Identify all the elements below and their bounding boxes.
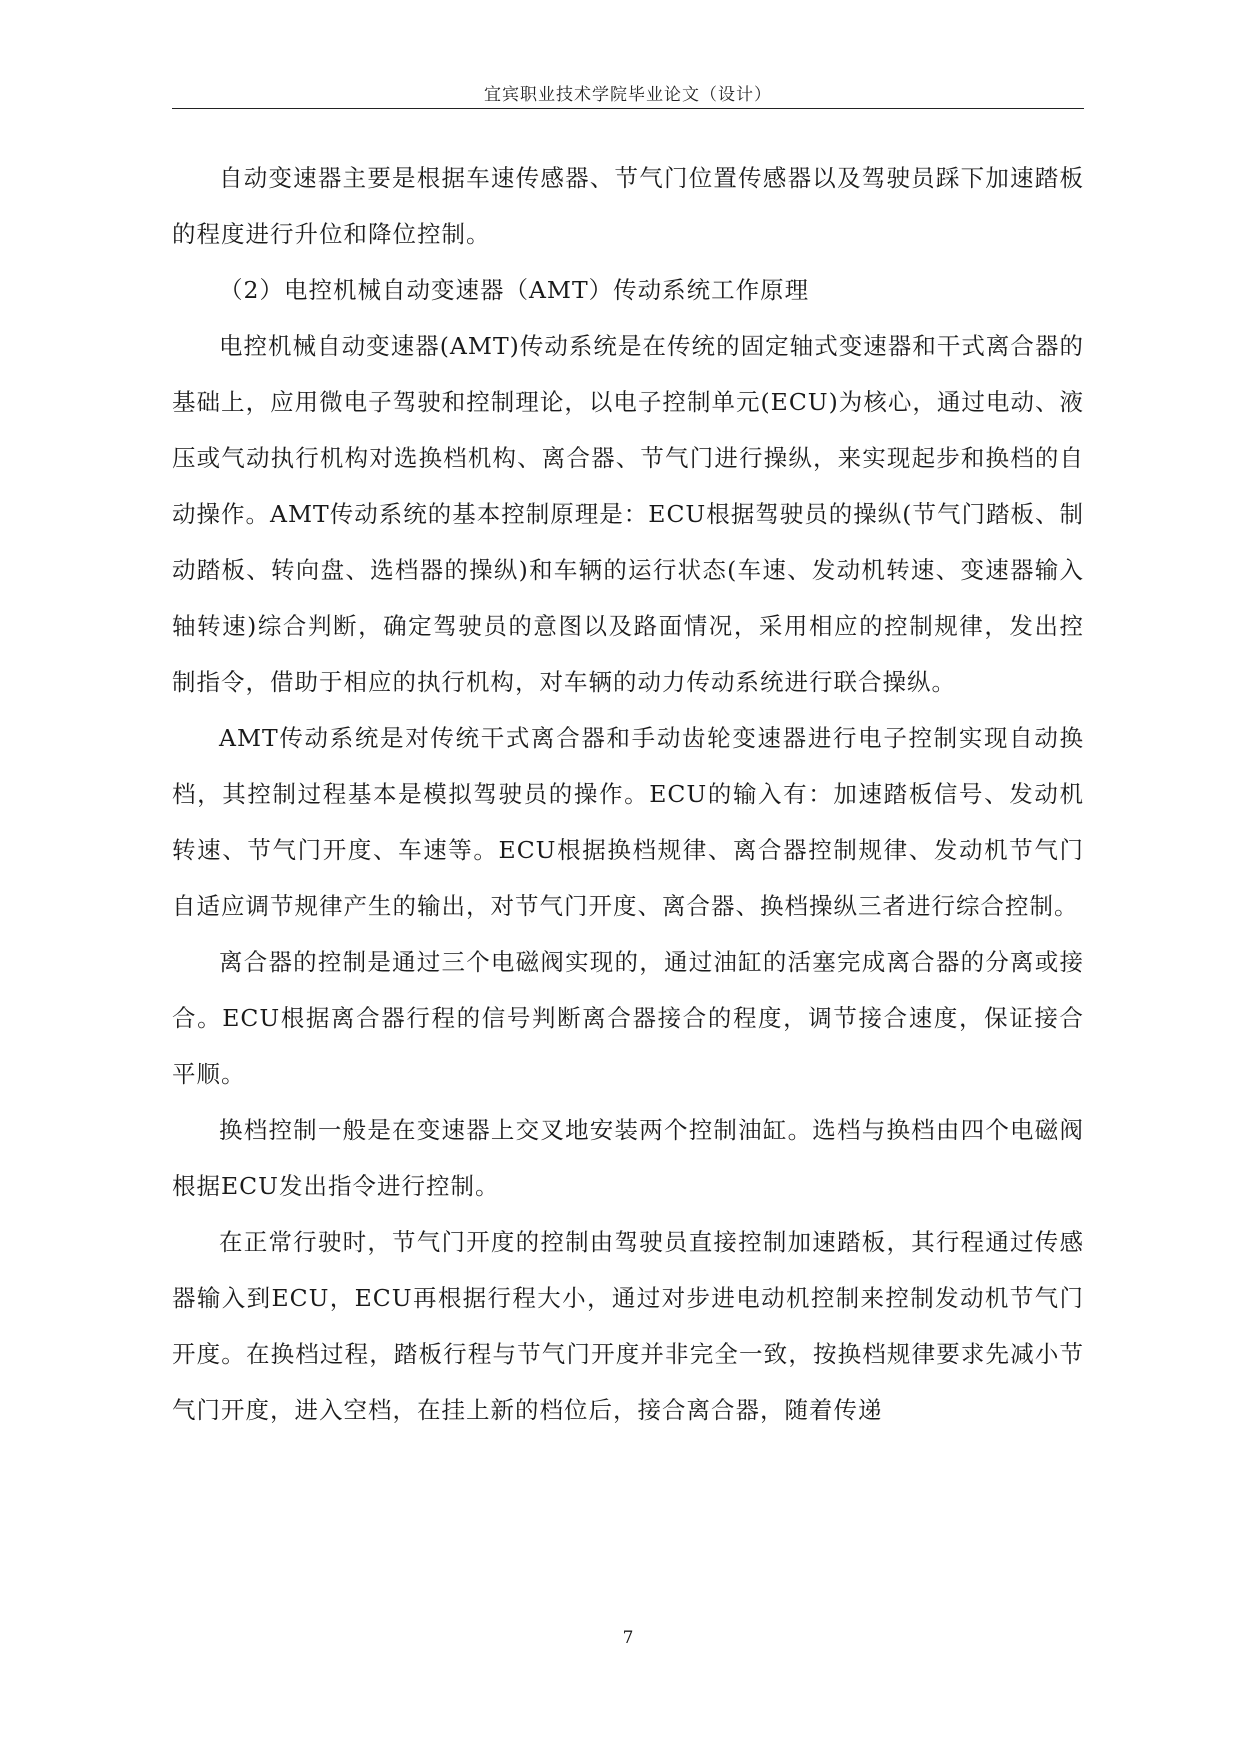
- header-rule: [172, 108, 1084, 109]
- paragraph-shift-control: 换档控制一般是在变速器上交叉地安装两个控制油缸。选档与换档由四个电磁阀根据ECU发出指令进行控制。: [172, 1116, 1084, 1200]
- page-header: 宜宾职业技术学院毕业论文（设计）: [484, 85, 772, 105]
- section-heading-amt-principle: （2）电控机械自动变速器（AMT）传动系统工作原理: [219, 276, 810, 304]
- page-number: 7: [622, 1628, 634, 1648]
- body-text: [172, 150, 1084, 1438]
- paragraph-amt-overview: 电控机械自动变速器(AMT)传动系统是在传统的固定轴式变速器和干式离合器的基础上，应用微电子驾驶和控制理论，以电子控制单元(ECU)为核心，通过电动、液压或气动执行机构对选换档机构、离合器、节气门进行操纵，来实现起步和换档的自动操作。AMT传动系统的基本控制原理是：ECU根据驾驶员的操纵(节气门踏板、制动踏板、转向盘、选档器的操纵)和车辆的运行状态(车速、发动机转速、变速器输入轴转速)综合判断，确定驾驶员的意图以及路面情况，采用相应的控制规律，发出控制指令，借助于相应的执行机构，对车辆的动力传动系统进行联合操纵。: [172, 332, 1084, 696]
- paragraph-amt-control-process: AMT传动系统是对传统干式离合器和手动齿轮变速器进行电子控制实现自动换档，其控制过程基本是模拟驾驶员的操作。ECU的输入有：加速踏板信号、发动机转速、节气门开度、车速等。ECU根据换档规律、离合器控制规律、发动机节气门自适应调节规律产生的输出，对节气门开度、离合器、换档操纵三者进行综合控制。: [172, 724, 1084, 920]
- paragraph-auto-transmission-control: 自动变速器主要是根据车速传感器、节气门位置传感器以及驾驶员踩下加速踏板的程度进行升位和降位控制。: [172, 164, 1084, 248]
- paragraph-clutch-control: 离合器的控制是通过三个电磁阀实现的，通过油缸的活塞完成离合器的分离或接合。ECU根据离合器行程的信号判断离合器接合的程度，调节接合速度，保证接合平顺。: [172, 948, 1084, 1088]
- paragraph-throttle-control: 在正常行驶时，节气门开度的控制由驾驶员直接控制加速踏板，其行程通过传感器输入到ECU，ECU再根据行程大小，通过对步进电动机控制来控制发动机节气门开度。在换档过程，踏板行程与节气门开度并非完全一致，按换档规律要求先减小节气门开度，进入空档，在挂上新的档位后，接合离合器，随着传递: [172, 1228, 1084, 1424]
